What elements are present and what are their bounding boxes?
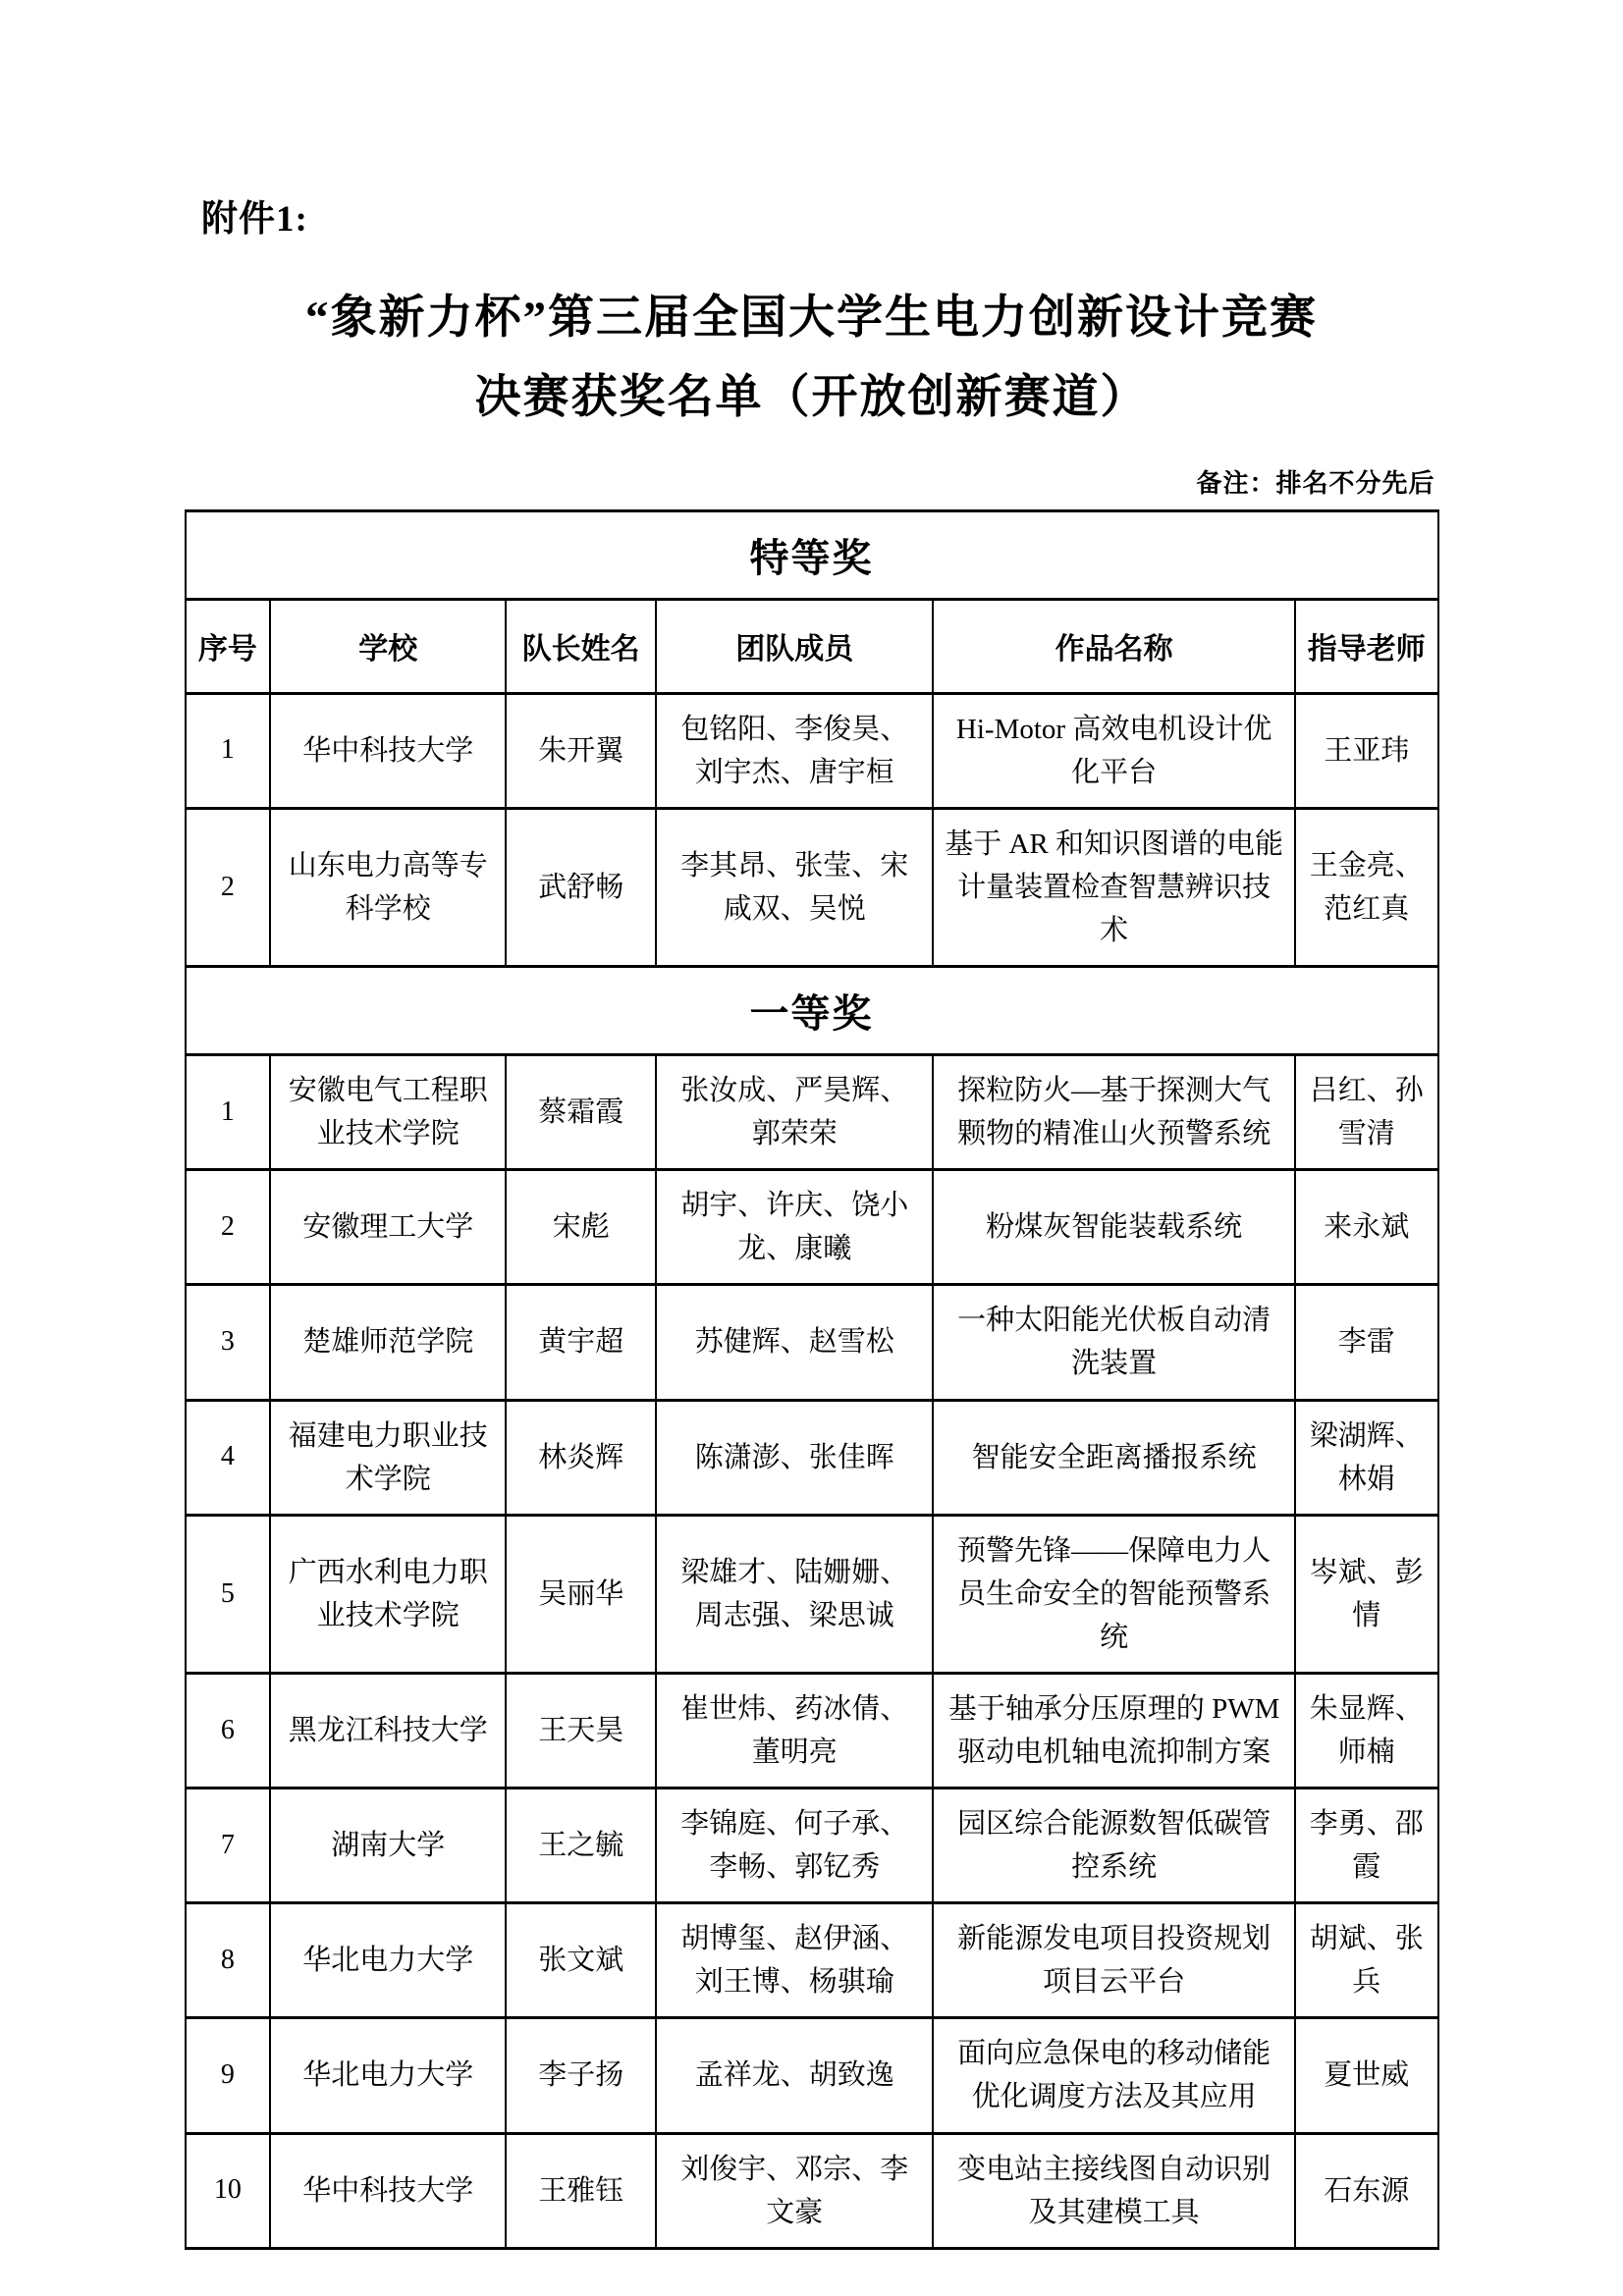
column-header-row	[186, 599, 1438, 693]
cell-work: 粉煤灰智能装载系统	[933, 1170, 1295, 1285]
cell-members: 胡博玺、赵伊涵、刘王博、杨骐瑜	[656, 1903, 933, 2018]
table-row	[186, 2133, 1438, 2248]
cell-school: 山东电力高等专科学校	[270, 808, 506, 966]
cell-advisor: 岑斌、彭情	[1295, 1515, 1438, 1673]
cell-index: 4	[186, 1400, 271, 1515]
section-row	[186, 510, 1438, 599]
table-row	[186, 693, 1438, 808]
table-row	[186, 1673, 1438, 1788]
column-header-index: 序号	[186, 599, 271, 693]
cell-members: 苏健辉、赵雪松	[656, 1285, 933, 1400]
content-column	[185, 463, 1439, 2250]
table-row	[186, 1400, 1438, 1515]
cell-index: 3	[186, 1285, 271, 1400]
cell-work: 智能安全距离播报系统	[933, 1400, 1295, 1515]
column-header-members: 团队成员	[656, 599, 933, 693]
cell-advisor: 李雷	[1295, 1285, 1438, 1400]
cell-leader: 李子扬	[506, 2018, 656, 2133]
cell-index: 8	[186, 1903, 271, 2018]
cell-members: 刘俊宇、邓宗、李文豪	[656, 2133, 933, 2248]
cell-work: 园区综合能源数智低碳管控系统	[933, 1789, 1295, 1903]
cell-school: 华北电力大学	[270, 1903, 506, 2018]
cell-work: 一种太阳能光伏板自动清洗装置	[933, 1285, 1295, 1400]
cell-index: 10	[186, 2133, 271, 2248]
cell-leader: 张文斌	[506, 1903, 656, 2018]
table-row	[186, 2018, 1438, 2133]
cell-school: 广西水利电力职业技术学院	[270, 1515, 506, 1673]
cell-members: 孟祥龙、胡致逸	[656, 2018, 933, 2133]
cell-school: 黑龙江科技大学	[270, 1673, 506, 1788]
table-row	[186, 1285, 1438, 1400]
table-row	[186, 808, 1438, 966]
table-row	[186, 1515, 1438, 1673]
title-line-1: “象新力杯”第三届全国大学生电力创新设计竞赛	[305, 293, 1318, 344]
cell-members: 陈潇澎、张佳晖	[656, 1400, 933, 1515]
cell-advisor: 石东源	[1295, 2133, 1438, 2248]
column-header-leader: 队长姓名	[506, 599, 656, 693]
cell-work: 探粒防火—基于探测大气颗物的精准山火预警系统	[933, 1055, 1295, 1170]
table-row	[186, 1170, 1438, 1285]
cell-school: 华北电力大学	[270, 2018, 506, 2133]
column-header-school: 学校	[270, 599, 506, 693]
cell-advisor: 朱显辉、师楠	[1295, 1673, 1438, 1788]
cell-members: 胡宇、许庆、饶小龙、康曦	[656, 1170, 933, 1285]
table-row	[186, 1055, 1438, 1170]
cell-school: 华中科技大学	[270, 2133, 506, 2248]
cell-work: 面向应急保电的移动储能优化调度方法及其应用	[933, 2018, 1295, 2133]
cell-members: 梁雄才、陆姗姗、周志强、梁思诚	[656, 1515, 933, 1673]
cell-index: 1	[186, 1055, 271, 1170]
cell-advisor: 夏世威	[1295, 2018, 1438, 2133]
cell-school: 安徽理工大学	[270, 1170, 506, 1285]
cell-members: 崔世炜、药冰倩、董明亮	[656, 1673, 933, 1788]
cell-index: 7	[186, 1789, 271, 1903]
title-line-2: 决赛获奖名单（开放创新赛道）	[474, 371, 1149, 423]
cell-advisor: 梁湖辉、林娟	[1295, 1400, 1438, 1515]
cell-leader: 黄宇超	[506, 1285, 656, 1400]
cell-advisor: 李勇、邵霞	[1295, 1789, 1438, 1903]
cell-members: 李锦庭、何子承、李畅、郭钇秀	[656, 1789, 933, 1903]
section-title: 特等奖	[186, 510, 1438, 599]
cell-index: 2	[186, 808, 271, 966]
cell-work: 基于 AR 和知识图谱的电能计量装置检查智慧辨识技术	[933, 808, 1295, 966]
cell-leader: 王之毓	[506, 1789, 656, 1903]
cell-advisor: 吕红、孙雪清	[1295, 1055, 1438, 1170]
column-header-advisor: 指导老师	[1295, 599, 1438, 693]
cell-work: Hi-Motor 高效电机设计优化平台	[933, 693, 1295, 808]
cell-members: 张汝成、严昊辉、郭荣荣	[656, 1055, 933, 1170]
cell-members: 李其昂、张莹、宋咸双、吴悦	[656, 808, 933, 966]
cell-work: 基于轴承分压原理的 PWM 驱动电机轴电流抑制方案	[933, 1673, 1295, 1788]
cell-school: 湖南大学	[270, 1789, 506, 1903]
section-row	[186, 967, 1438, 1055]
cell-index: 2	[186, 1170, 271, 1285]
cell-leader: 蔡霜霞	[506, 1055, 656, 1170]
cell-work: 预警先锋——保障电力人员生命安全的智能预警系统	[933, 1515, 1295, 1673]
cell-index: 5	[186, 1515, 271, 1673]
cell-leader: 林炎辉	[506, 1400, 656, 1515]
cell-school: 安徽电气工程职业技术学院	[270, 1055, 506, 1170]
section-title: 一等奖	[186, 967, 1438, 1055]
cell-work: 变电站主接线图自动识别及其建模工具	[933, 2133, 1295, 2248]
cell-school: 楚雄师范学院	[270, 1285, 506, 1400]
cell-leader: 朱开翼	[506, 693, 656, 808]
cell-members: 包铭阳、李俊昊、刘宇杰、唐宇桓	[656, 693, 933, 808]
cell-leader: 宋彪	[506, 1170, 656, 1285]
attachment-label: 附件1:	[201, 199, 308, 240]
cell-leader: 王天昊	[506, 1673, 656, 1788]
cell-advisor: 王亚玮	[1295, 693, 1438, 808]
awards-table	[185, 509, 1439, 2250]
cell-index: 6	[186, 1673, 271, 1788]
table-row	[186, 1903, 1438, 2018]
cell-advisor: 胡斌、张兵	[1295, 1903, 1438, 2018]
cell-index: 9	[186, 2018, 271, 2133]
cell-leader: 吴丽华	[506, 1515, 656, 1673]
cell-leader: 武舒畅	[506, 808, 656, 966]
cell-work: 新能源发电项目投资规划项目云平台	[933, 1903, 1295, 2018]
document-title	[174, 279, 1450, 438]
table-row	[186, 1789, 1438, 1903]
cell-school: 华中科技大学	[270, 693, 506, 808]
cell-index: 1	[186, 693, 271, 808]
cell-advisor: 来永斌	[1295, 1170, 1438, 1285]
cell-school: 福建电力职业技术学院	[270, 1400, 506, 1515]
cell-leader: 王雅钰	[506, 2133, 656, 2248]
cell-advisor: 王金亮、范红真	[1295, 808, 1438, 966]
note-remark: 备注：排名不分先后	[1196, 468, 1435, 498]
column-header-work: 作品名称	[933, 599, 1295, 693]
